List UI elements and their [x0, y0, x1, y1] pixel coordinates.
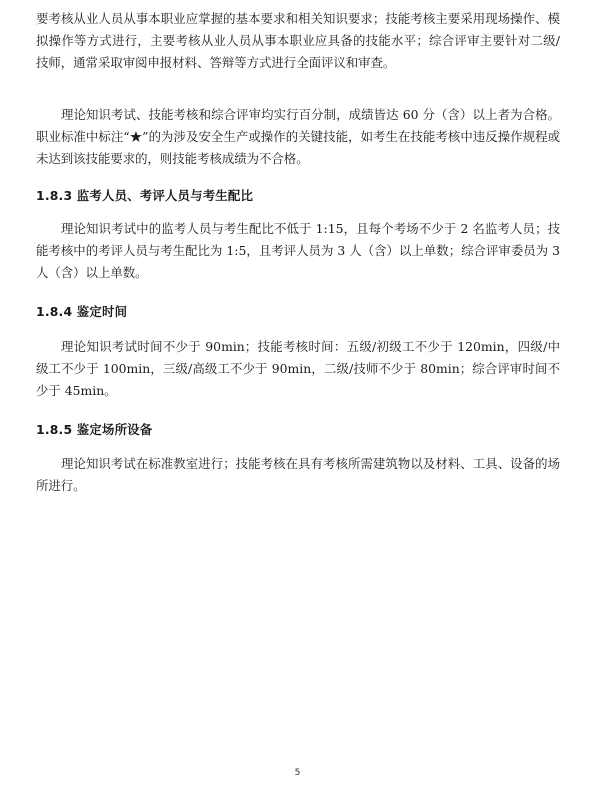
page-number: 5 [294, 768, 301, 778]
section-heading-1-8-3: 1.8.3 监考人员、考评人员与考生配比 [36, 188, 254, 203]
paragraph-staff-ratio: 理论知识考试中的监考人员与考生配比不低于 1:15，且每个考场不少于 2 名监考人员；技能考核中的考评人员与考生配比为 1:5，且考评人员为 3 人（含）以上单数；综合评审委员为 3 人（含）以上单数。 [36, 221, 560, 280]
paragraph-assessment-time: 理论知识考试时间不少于 90min；技能考核时间：五级/初级工不少于 120min，四级/中级工不少于 100min，三级/高级工不少于 90min，二级/技师不少于 80min；综合评审时间不少于 45min。 [36, 339, 560, 398]
section-heading-1-8-4: 1.8.4 鉴定时间 [36, 304, 128, 319]
paragraph-venue-equipment: 理论知识考试在标准教室进行；技能考核在具有考核所需建筑物以及材料、工具、设备的场所进行。 [36, 456, 560, 493]
section-heading-1-8-5: 1.8.5 鉴定场所设备 [36, 422, 153, 437]
paragraph-scoring: 理论知识考试、技能考核和综合评审均实行百分制，成绩皆达 60 分（含）以上者为合格。职业标准中标注“★”的为涉及安全生产或操作的关键技能，如考生在技能考核中违反操作规程或未达到该技能要求的，则技能考核成绩为不合格。 [36, 107, 560, 166]
paragraph-assessment-methods: 要考核从业人员从事本职业应掌握的基本要求和相关知识要求；技能考核主要采用现场操作、模拟操作等方式进行，主要考核从业人员从事本职业应具备的技能水平；综合评审主要针对二级/技师，通常采取审阅申报材料、答辩等方式进行全面评议和审查。 [36, 11, 560, 70]
